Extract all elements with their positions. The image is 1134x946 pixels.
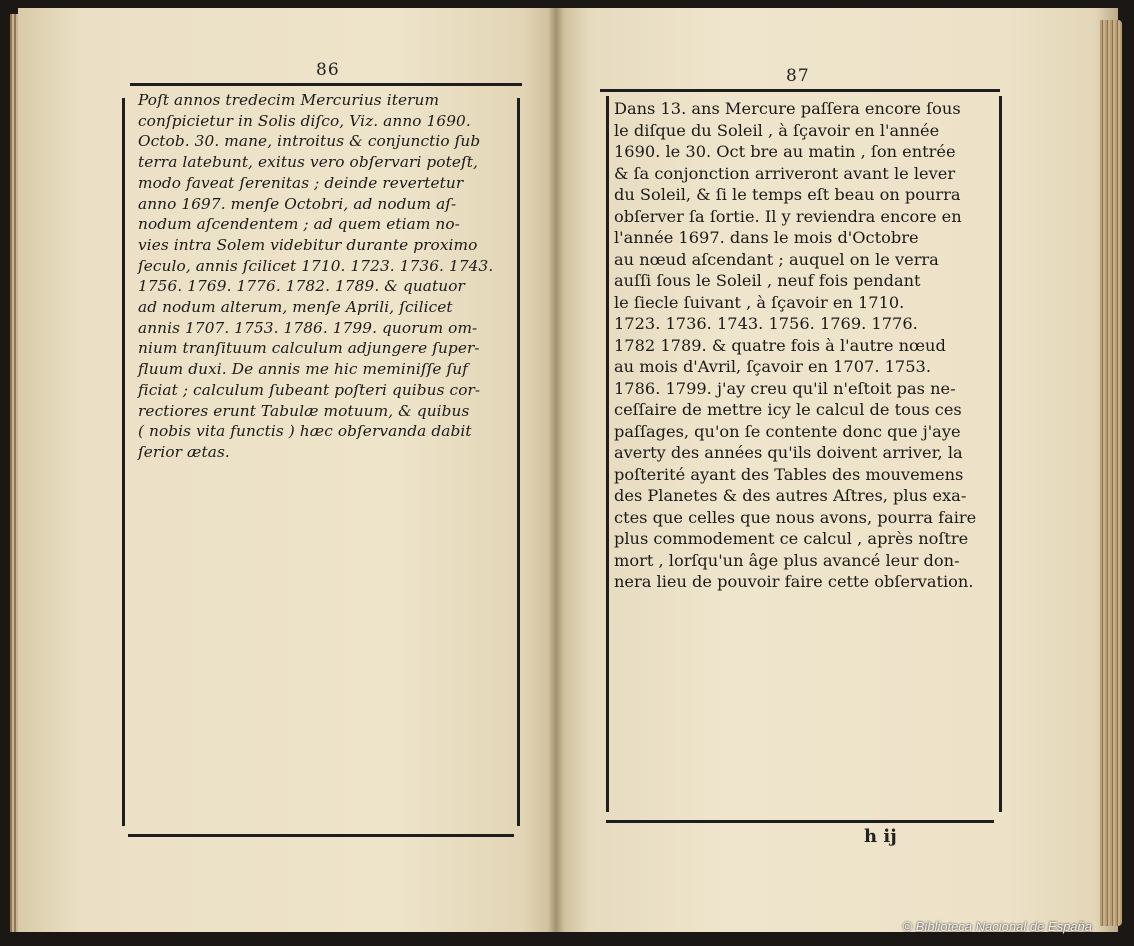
latin-text-line: Octob. 30. mane, introitus & conjunctio ſub bbox=[138, 132, 481, 151]
latin-text-line: terra latebunt, exitus vero obſervari poteſt, bbox=[138, 153, 478, 172]
french-text-line: du Soleil, & ſi le temps eſt beau on pourra bbox=[614, 185, 961, 204]
french-text-line: averty des années qu'ils doivent arriver, la bbox=[614, 443, 963, 462]
right-top-rule bbox=[600, 89, 1000, 92]
left-top-rule bbox=[130, 83, 522, 86]
left-page-number: 86 bbox=[316, 60, 340, 80]
latin-text-line: anno 1697. menſe Octobri, ad nodum aſ- bbox=[138, 194, 457, 213]
french-text-line: obſerver ſa ſortie. Il y reviendra encore en bbox=[614, 206, 962, 226]
french-text-line: plus commodement ce calcul , après noſtre bbox=[614, 529, 969, 548]
library-credit: © Biblioteca Nacional de España bbox=[902, 919, 1092, 934]
french-text-line: 1786. 1799. j'ay creu qu'il n'eſtoit pas ne- bbox=[614, 378, 956, 398]
french-text-line: nera lieu de pouvoir faire cette obſervation. bbox=[614, 572, 974, 591]
latin-text-line: ( nobis vita functis ) hæc obſervanda dabit bbox=[138, 422, 472, 441]
latin-text-line: modo faveat ſerenitas ; deinde revertetur bbox=[138, 173, 464, 192]
french-text-block bbox=[614, 98, 994, 593]
latin-text-line: fluum duxi. De annis me hic meminiſſe ſuf bbox=[138, 360, 468, 379]
latin-text-line: ſeculo, annis ſcilicet 1710. 1723. 1736. 1743. bbox=[138, 256, 494, 275]
french-text-line: ctes que celles que nous avons, pourra faire bbox=[614, 507, 977, 527]
french-text-line: poſterité ayant des Tables des mouvemens bbox=[614, 464, 964, 484]
french-text-line: ceſſaire de mettre icy le calcul de tous ces bbox=[614, 400, 962, 419]
latin-text-line: conſpicietur in Solis diſco, Viz. anno 1690. bbox=[138, 111, 471, 130]
french-text-line: l'année 1697. dans le mois d'Octobre bbox=[614, 228, 919, 247]
latin-text-line: ad nodum alterum, menſe Aprili, ſcilicet bbox=[138, 298, 453, 317]
french-text-line: 1782 1789. & quatre fois à l'autre nœud bbox=[614, 335, 946, 355]
french-text-line: mort , lorſqu'un âge plus avancé leur don- bbox=[614, 550, 960, 570]
right-page-edges bbox=[1100, 20, 1122, 926]
right-bottom-rule bbox=[606, 820, 994, 823]
book-gutter bbox=[548, 8, 564, 932]
french-text-line: Dans 13. ans Mercure paſſera encore ſous bbox=[614, 99, 961, 118]
french-text-line: auſſi ſous le Soleil , neuf fois pendant bbox=[614, 271, 921, 290]
latin-text-line: rectiores erunt Tabulæ motuum, & quibus bbox=[138, 401, 470, 420]
latin-text-line: Poſt annos tredecim Mercurius iterum bbox=[138, 91, 440, 109]
french-text-line: 1723. 1736. 1743. 1756. 1769. 1776. bbox=[614, 314, 918, 333]
latin-text-line: vies intra Solem videbitur durante proximo bbox=[138, 235, 478, 254]
latin-text-line: 1756. 1769. 1776. 1782. 1789. & quatuor bbox=[138, 277, 465, 296]
french-text-line: & ſa conjonction arriveront avant le lever bbox=[614, 163, 956, 183]
signature-mark: h ij bbox=[864, 826, 897, 847]
latin-text-line: nodum aſcendentem ; ad quem etiam no- bbox=[138, 215, 460, 234]
french-text-line: paſſages, qu'on ſe contente donc que j'aye bbox=[614, 421, 961, 441]
latin-text-line: ſerior ætas. bbox=[138, 442, 230, 461]
right-page-number: 87 bbox=[786, 66, 810, 86]
french-text-line: le diſque du Soleil , à ſçavoir en l'année bbox=[614, 120, 940, 140]
french-text-line: au nœud aſcendant ; auquel on le verra bbox=[614, 249, 939, 269]
french-text-line: 1690. le 30. Oct bre au matin , ſon entrée bbox=[614, 142, 956, 161]
latin-text-line: nium tranſituum calculum adjungere ſuper- bbox=[138, 339, 480, 358]
left-bottom-rule bbox=[128, 834, 514, 837]
french-text-line: au mois d'Avril, ſçavoir en 1707. 1753. bbox=[614, 357, 931, 376]
latin-text-line: annis 1707. 1753. 1786. 1799. quorum om- bbox=[138, 318, 478, 337]
latin-text-line: ficiat ; calculum ſubeant poſteri quibus cor- bbox=[138, 380, 481, 399]
french-text-line: le ſiecle ſuivant , à ſçavoir en 1710. bbox=[614, 292, 905, 312]
french-text-line: des Planetes & des autres Aſtres, plus exa- bbox=[614, 486, 967, 505]
latin-text-block bbox=[138, 90, 518, 463]
